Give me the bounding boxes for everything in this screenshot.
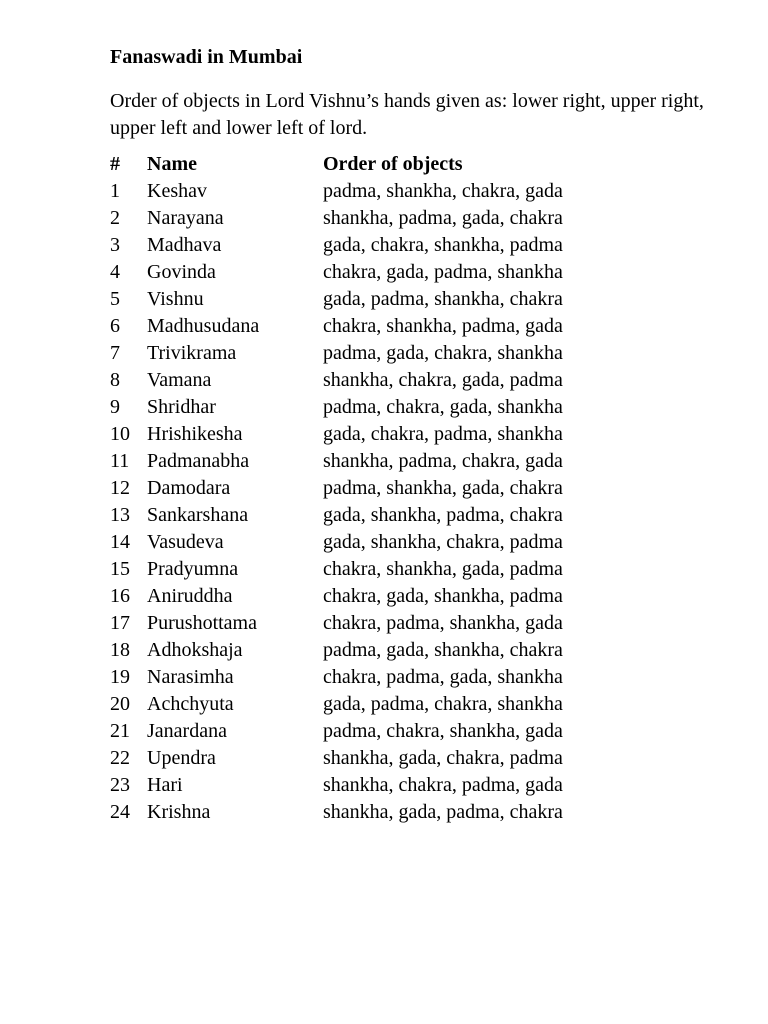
row-num: 16 <box>110 585 130 607</box>
page-title: Fanaswadi in Mumbai <box>110 46 303 68</box>
row-order: shankha, gada, padma, chakra <box>323 801 563 823</box>
row-order: gada, padma, chakra, shankha <box>323 693 563 715</box>
table-row <box>110 691 730 718</box>
row-order: chakra, gada, padma, shankha <box>323 261 563 283</box>
row-name: Hrishikesha <box>147 423 243 445</box>
row-name: Govinda <box>147 261 216 283</box>
row-name: Sankarshana <box>147 504 249 526</box>
row-name: Adhokshaja <box>147 639 243 661</box>
row-order: padma, chakra, shankha, gada <box>323 720 563 742</box>
row-num: 22 <box>110 747 130 769</box>
row-num: 3 <box>110 234 120 256</box>
row-order: gada, padma, shankha, chakra <box>323 288 563 310</box>
row-order: shankha, padma, gada, chakra <box>323 207 563 229</box>
table-row <box>110 286 730 313</box>
table-row <box>110 367 730 394</box>
row-order: chakra, padma, shankha, gada <box>323 612 563 634</box>
row-num: 18 <box>110 639 130 661</box>
table-row <box>110 421 730 448</box>
table-row <box>110 610 730 637</box>
row-num: 24 <box>110 801 130 823</box>
row-num: 20 <box>110 693 130 715</box>
row-num: 2 <box>110 207 120 229</box>
table-row <box>110 259 730 286</box>
row-name: Hari <box>147 774 183 796</box>
row-num: 11 <box>110 450 130 472</box>
table-row <box>110 745 730 772</box>
row-order: padma, gada, chakra, shankha <box>323 342 563 364</box>
row-num: 7 <box>110 342 120 364</box>
table-body <box>110 178 730 826</box>
row-name: Shridhar <box>147 396 216 418</box>
row-name: Achchyuta <box>147 693 234 715</box>
row-num: 9 <box>110 396 120 418</box>
row-num: 12 <box>110 477 130 499</box>
row-name: Upendra <box>147 747 216 769</box>
row-order: padma, chakra, gada, shankha <box>323 396 563 418</box>
table-row <box>110 448 730 475</box>
table-row <box>110 772 730 799</box>
row-name: Trivikrama <box>147 342 237 364</box>
row-num: 5 <box>110 288 120 310</box>
row-num: 17 <box>110 612 130 634</box>
row-name: Purushottama <box>147 612 257 634</box>
table-row <box>110 475 730 502</box>
row-name: Narayana <box>147 207 224 229</box>
row-num: 19 <box>110 666 130 688</box>
row-num: 8 <box>110 369 120 391</box>
table-row <box>110 529 730 556</box>
table-row <box>110 502 730 529</box>
row-order: padma, gada, shankha, chakra <box>323 639 563 661</box>
row-order: gada, shankha, padma, chakra <box>323 504 563 526</box>
header-name: Name <box>147 153 197 175</box>
table-row <box>110 718 730 745</box>
row-name: Janardana <box>147 720 227 742</box>
row-num: 6 <box>110 315 120 337</box>
row-name: Madhusudana <box>147 315 260 337</box>
document-page <box>110 44 730 826</box>
table-row <box>110 637 730 664</box>
row-num: 13 <box>110 504 130 526</box>
row-order: gada, shankha, chakra, padma <box>323 531 563 553</box>
table-row <box>110 232 730 259</box>
row-order: shankha, chakra, gada, padma <box>323 369 563 391</box>
row-num: 10 <box>110 423 130 445</box>
objects-table <box>110 151 730 826</box>
row-name: Krishna <box>147 801 211 823</box>
header-order: Order of objects <box>323 153 463 175</box>
row-name: Vishnu <box>147 288 204 310</box>
intro-paragraph: Order of objects in Lord Vishnu’s hands given as: lower right, upper right, upper left and lower left of lord. <box>110 90 704 139</box>
row-order: gada, chakra, shankha, padma <box>323 234 563 256</box>
row-name: Padmanabha <box>147 450 250 472</box>
row-order: chakra, shankha, padma, gada <box>323 315 563 337</box>
row-name: Vasudeva <box>147 531 224 553</box>
table-row <box>110 556 730 583</box>
row-order: chakra, gada, shankha, padma <box>323 585 563 607</box>
row-order: padma, shankha, chakra, gada <box>323 180 563 202</box>
row-order: shankha, padma, chakra, gada <box>323 450 563 472</box>
row-num: 15 <box>110 558 130 580</box>
row-num: 4 <box>110 261 120 283</box>
row-order: padma, shankha, gada, chakra <box>323 477 563 499</box>
row-order: gada, chakra, padma, shankha <box>323 423 563 445</box>
row-num: 23 <box>110 774 130 796</box>
table-row <box>110 583 730 610</box>
row-name: Vamana <box>147 369 212 391</box>
row-order: shankha, chakra, padma, gada <box>323 774 563 796</box>
row-order: shankha, gada, chakra, padma <box>323 747 563 769</box>
table-row <box>110 178 730 205</box>
table-header-row <box>110 151 730 178</box>
row-num: 1 <box>110 180 120 202</box>
table-row <box>110 394 730 421</box>
row-name: Keshav <box>147 180 207 202</box>
table-row <box>110 664 730 691</box>
table-row <box>110 205 730 232</box>
row-num: 21 <box>110 720 130 742</box>
row-order: chakra, padma, gada, shankha <box>323 666 563 688</box>
row-name: Damodara <box>147 477 231 499</box>
row-name: Narasimha <box>147 666 234 688</box>
row-order: chakra, shankha, gada, padma <box>323 558 563 580</box>
row-name: Madhava <box>147 234 222 256</box>
row-name: Aniruddha <box>147 585 233 607</box>
row-name: Pradyumna <box>147 558 239 580</box>
table-row <box>110 799 730 826</box>
table-row <box>110 340 730 367</box>
row-num: 14 <box>110 531 130 553</box>
table-row <box>110 313 730 340</box>
header-num: # <box>110 153 120 175</box>
